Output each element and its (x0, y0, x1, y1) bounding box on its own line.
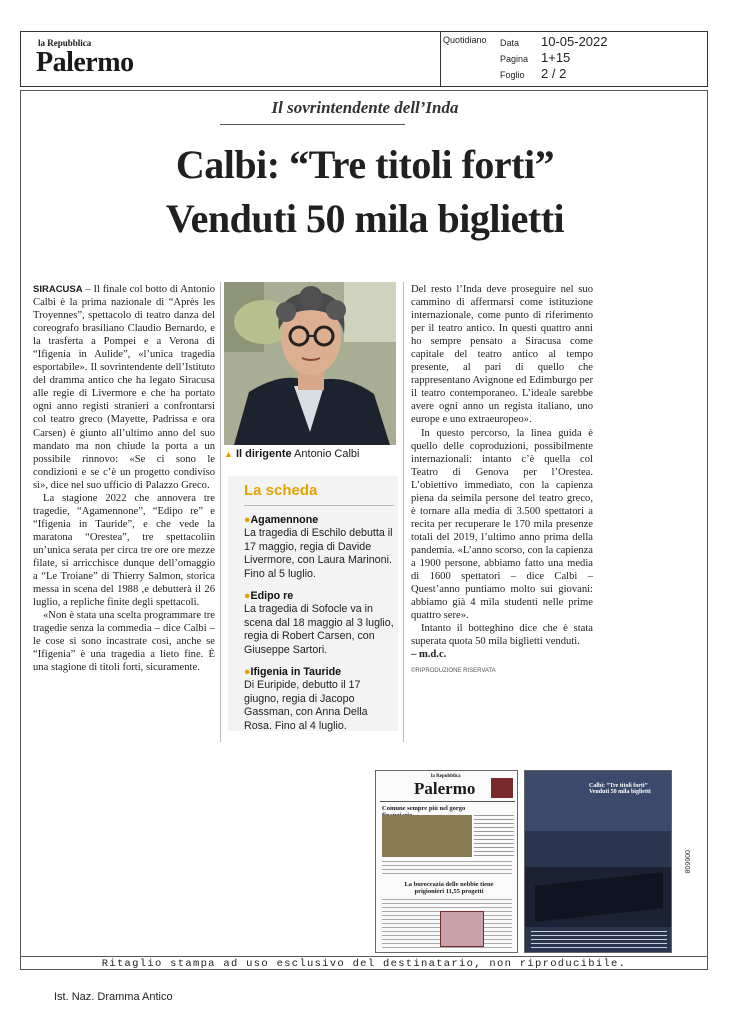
thumb-text-block (474, 815, 514, 857)
info-box-rule (244, 505, 394, 506)
caption-bold: Il dirigente (235, 448, 292, 460)
dateline: SIRACUSA (33, 284, 83, 295)
info-item (244, 590, 394, 657)
article-column-1 (33, 283, 215, 674)
date-value: 10-05-2022 (541, 34, 608, 49)
thumb-ad (440, 911, 484, 947)
info-item-title: Edipo re (250, 590, 294, 602)
masthead: Palermo (36, 47, 134, 78)
thumb-headline-1: Comune sempre più nel gorgo (382, 805, 466, 812)
info-item (244, 514, 394, 581)
masthead-small: la Repubblica (38, 38, 92, 48)
info-item-text: Di Euripide, debutto il 17 giugno, regia di Jacopo Gassman, con Anna Della Rosa. Fino al 4 luglio. (244, 679, 368, 732)
photo-caption (224, 448, 399, 460)
bullet-icon: ● (244, 590, 251, 602)
paragraph: La stagione 2022 che annovera tre tragedie, “Agamennone”, “Edipo re” e “Ifigenia in Tauride”, e che vede la maratona “Orestea”, tre spettacoliin un’unica serata per circa tre ore ore mezze filate, si arricchisce dunque dell’omaggio a “Le Troiane” di Thierry Salmon, storica messa in scena del 1988 ,e debutterà il 26 luglio, a repliche finite degli spettacoli. (33, 492, 215, 609)
paragraph: «Non è stata una scelta programmare tre tragedie senza la commedia – dice Calbi – le cose si sono incastrate così, anche se “Ifigenia” è una tragedia a lieto fine. È una stagione di titoli forti, sicuramente. (33, 610, 215, 674)
column-rule (220, 282, 221, 742)
thumb-headline-2: La burocrazia delle nebbie tiene prigionieri 11,55 progetti (404, 881, 494, 895)
bullet-icon: ● (244, 666, 251, 678)
client-label: Ist. Naz. Dramma Antico (54, 991, 173, 1003)
sheet-value: 2 / 2 (541, 66, 567, 81)
info-item-title: Ifigenia in Tauride (250, 666, 342, 678)
kicker: Il sovrintendente dell’Inda (271, 98, 459, 117)
article-column-3 (411, 283, 593, 678)
caption-marker: ▲ (224, 449, 233, 459)
document-code: 006608 (683, 850, 690, 874)
thumb-rule (380, 801, 515, 802)
footer-notice: Ritaglio stampa ad uso esclusivo del destinatario, non riproducibile. (101, 958, 627, 970)
caption-text: Antonio Calbi (291, 448, 360, 460)
bullet-icon: ● (244, 514, 251, 526)
kicker-rule (220, 124, 405, 125)
thumb-text-block (531, 931, 667, 949)
info-item-text: La tragedia di Eschilo debutta il 17 maggio, regia di Davide Livermore, con Laura Marinoni. Fino al 5 luglio. (244, 527, 393, 580)
paragraph: Del resto l’Inda deve proseguire nel suo cammino di affermarsi come istituzione internazionale, come punto di riferimento per il teatro antico. In questi quattro anni ho sempre pensato a Siracusa come capitale del teatro antico al tempo presente, al pari di quello che rappresentano Avignone ed Edimburgo per il teatro contemporaneo. L’ideale sarebbe avere ogni anno un regista italiano, uno europe e uno extraeuropeo». (411, 284, 593, 426)
front-page-thumbnail (375, 770, 518, 953)
thumb-masthead-small: la Repubblica (431, 774, 461, 779)
info-item-text: La tragedia di Sofocle va in scena dal 18 maggio al 3 luglio, regia di Robert Carsen, con Giuseppe Sartori. (244, 603, 394, 656)
paragraph: In questo percorso, la linea guida è quello delle coproduzioni, possibilmente internazionali: intanto c’è quella col Teatro di Genova per l’Orestea. L’obiettivo immediato, con la capienza piena da seimila persone del teatro greco, è tornare alla media di 3.500 spettatori a recita per recuperare le 170 mila presenze totali del 2019, l’ultimo anno prima della pandemia. «L’anno scorso, con la capienza a 1900 persone, abbiamo fatto una media di 1600 spettatori – dice Calbi – Quest’anno puntiamo molto sui giovani: abbiamo già 4 mila studenti nelle prime quattro sere». (411, 427, 593, 622)
headline-line-1: Calbi: “Tre titoli forti” (175, 142, 555, 187)
page-value: 1+15 (541, 50, 571, 65)
info-box-title: La scheda (244, 482, 318, 499)
thumb-text-block (382, 861, 512, 877)
thumb-photo (382, 815, 472, 857)
sheet-label: Foglio (500, 70, 525, 80)
date-label: Data (500, 38, 520, 48)
copyright-note: ©RIPRODUZIONE RISERVATA (411, 668, 496, 675)
paragraph: Intanto il botteghino dice che è stata superata quota 50 mila biglietti venduti. (411, 623, 593, 648)
page-label: Pagina (500, 54, 529, 64)
publication-type: Quotidiano (443, 35, 487, 45)
portrait-photo (224, 282, 396, 445)
thumb-photo (525, 771, 672, 831)
info-item-title: Agamennone (250, 514, 319, 526)
headline-line-2: Venduti 50 mila biglietti (165, 196, 565, 241)
byline: – m.d.c. (411, 649, 447, 661)
thumb-headline: Calbi: “Tre titoli forti” Venduti 50 mila biglietti (589, 783, 651, 795)
inner-page-thumbnail (524, 770, 672, 953)
column-rule (403, 282, 404, 742)
portrait-illustration (224, 282, 396, 445)
thumb-masthead: Palermo (414, 779, 476, 798)
paragraph: SIRACUSA – Il finale col botto di Antonio Calbi è la prima nazionale di “Après les Troyennes”, spettacolo di teatro danza del coreografo brasiliano Claudio Bernardo, e la trasferta a Pompei e a Verona di “Ifigenia in Aulide”, «l’unica tragedia esportabile». Il sovrintendente dell’Istituto del dramma antico che ha legato Siracusa alle regie di Livermore e che ha portato ogni anno registi stranieri a confrontarsi col teatro greco (Mayette, Padrissa e ora Carsen) è giunto all’ultimo anno del suo mandato ma non chiude la porta a un possibile rinnovo: «Se ci sono le condizioni e se c’è un progetto condiviso sì», dice nel suo ufficio di Palazzo Greco. (33, 284, 215, 491)
thumb-ad (491, 778, 513, 798)
info-item (244, 666, 394, 733)
